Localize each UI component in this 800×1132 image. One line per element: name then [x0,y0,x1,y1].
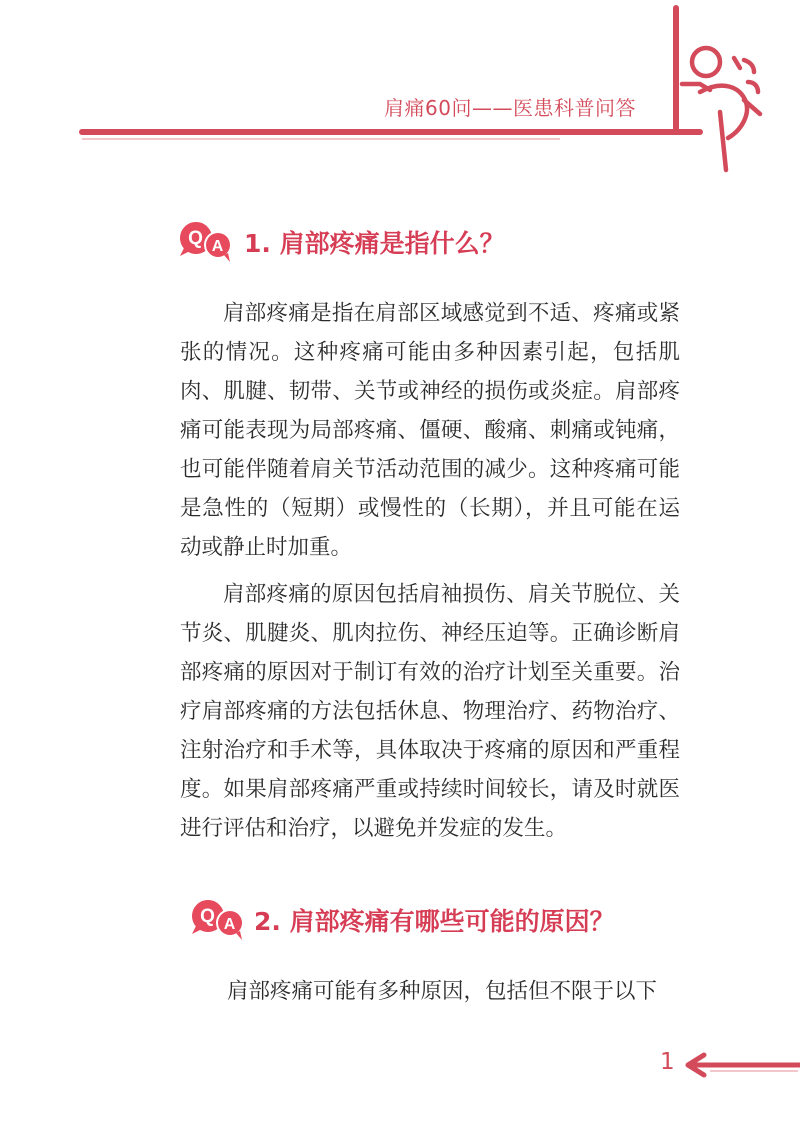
shoulder-pain-figure-icon [682,48,760,170]
left-arrow-icon [680,1050,800,1080]
qa-badge-icon [186,894,248,942]
qa-badge-q: Q [188,228,203,249]
section-2-paragraph-1: 肩部疼痛可能有多种原因，包括但不限于以下 [227,979,658,1004]
header-decoration [0,0,800,190]
section-1-paragraph-2: 肩部疼痛的原因包括肩袖损伤、肩关节脱位、关节炎、肌腱炎、肌肉拉伤、神经压迫等。正确诊断肩部疼痛的原因对于制订有效的治疗计划至关重要。治疗肩部疼痛的方法包括休息、物理治疗、药物治疗、注射治疗和手术等，具体取决于疼痛的原因和严重程度。如果肩部疼痛严重或持续时间较长，请及时就医进行评估和治疗，以避免并发症的发生。 [180,582,680,841]
qa-badge-a: A [211,238,224,255]
section-1-paragraph-1: 肩部疼痛是指在肩部区域感觉到不适、疼痛或紧张的情况。这种疼痛可能由多种因素引起，包括肌肉、肌腱、韧带、关节或神经的损伤或炎症。肩部疼痛可能表现为局部疼痛、僵硬、酸痛、刺痛或钝痛，也可能伴随着肩关节活动范围的减少。这种疼痛可能是急性的（短期）或慢性的（长期），并且可能在运动或静止时加重。 [180,301,680,560]
qa-badge-q: Q [200,906,215,927]
section-2-title: 2. 肩部疼痛有哪些可能的原因？ [254,907,615,936]
qa-badge-a: A [223,916,236,933]
section-1-title: 1. 肩部疼痛是指什么？ [244,229,505,258]
qa-badge-icon [174,216,236,264]
page-number: 1 [660,1049,675,1075]
running-header-title: 肩痛60问——医患科普问答 [384,96,636,120]
